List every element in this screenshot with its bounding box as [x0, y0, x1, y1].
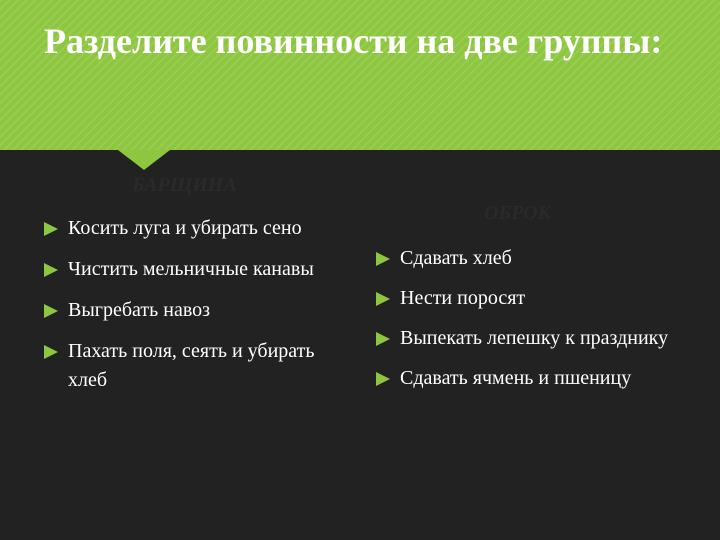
slide-title: Разделите повинности на две группы: — [44, 21, 663, 61]
list-item-text: Пахать поля, сеять и убирать хлеб — [68, 340, 315, 391]
list-item-text: Чистить мельничные канавы — [68, 258, 314, 280]
list-item — [44, 255, 334, 284]
barshchina-list — [44, 214, 334, 407]
list-item-text: Нести поросят — [400, 287, 526, 309]
barshchina-heading: БАРЩИНА — [132, 174, 237, 196]
arrow-bullet-icon — [376, 332, 390, 346]
list-item — [376, 244, 696, 273]
list-item-text: Сдавать хлеб — [400, 247, 512, 269]
list-item-text: Косить луга и убирать сено — [68, 217, 302, 239]
arrow-bullet-icon — [44, 304, 58, 318]
list-item — [376, 324, 696, 353]
list-item-text: Сдавать ячмень и пшеницу — [400, 367, 632, 389]
list-item — [44, 214, 334, 243]
list-item — [376, 364, 696, 393]
obrok-heading: ОБРОК — [484, 202, 552, 224]
list-item — [44, 296, 334, 325]
list-item — [376, 284, 696, 313]
arrow-bullet-icon — [376, 372, 390, 386]
arrow-bullet-icon — [44, 345, 58, 359]
obrok-list — [376, 244, 696, 404]
arrow-bullet-icon — [44, 263, 58, 277]
arrow-bullet-icon — [44, 222, 58, 236]
list-item — [44, 337, 334, 395]
list-item-text: Выгребать навоз — [68, 299, 211, 321]
list-item-text: Выпекать лепешку к празднику — [400, 327, 669, 349]
arrow-bullet-icon — [376, 292, 390, 306]
arrow-bullet-icon — [376, 252, 390, 266]
banner-notch — [118, 150, 170, 170]
